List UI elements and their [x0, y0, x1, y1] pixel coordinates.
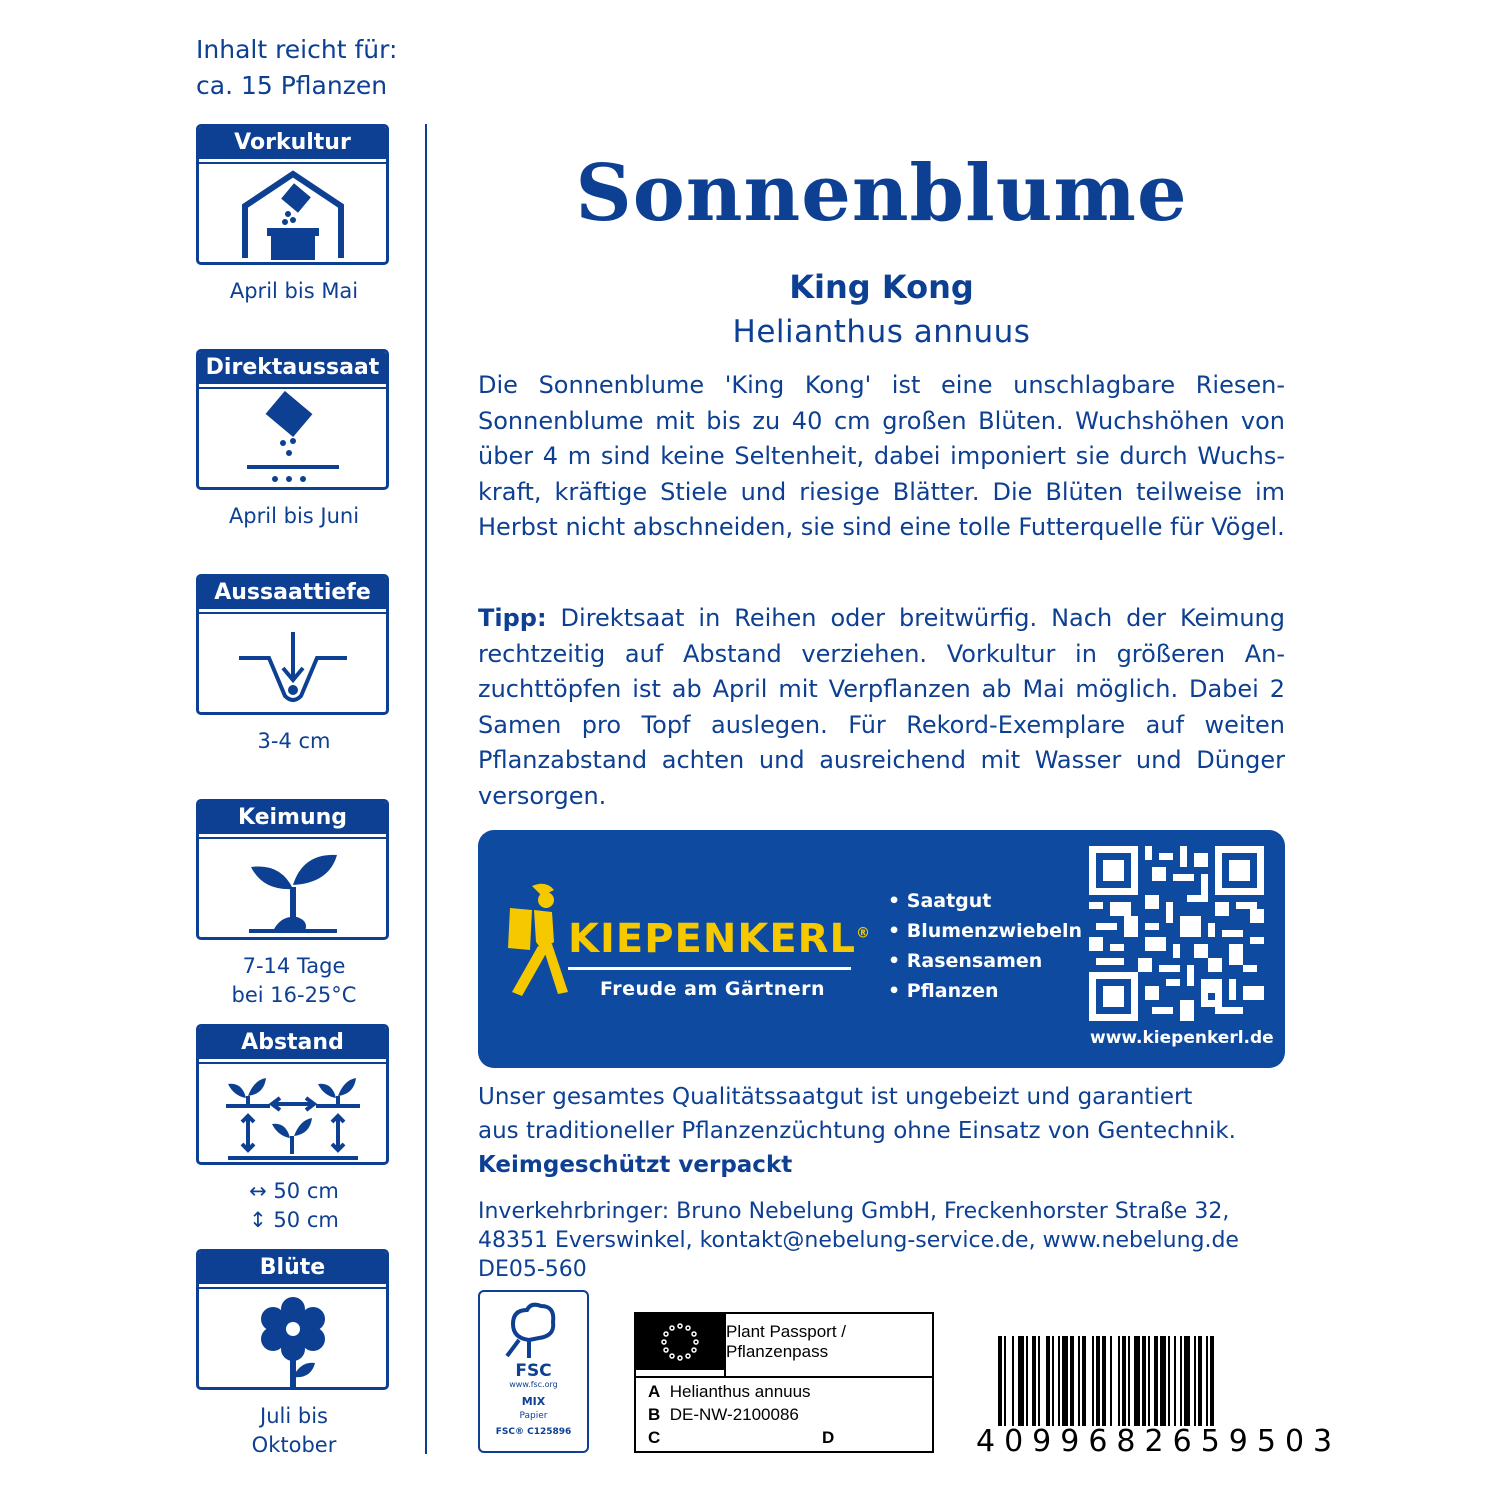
info-caption-vorkultur: [196, 277, 392, 306]
info-box-title: Blüte: [199, 1252, 386, 1284]
info-box-title: Direktaussaat: [199, 352, 386, 384]
tip-text: Direktsaat in Reihen oder breitwürfig. Nach der Keimung rechtzeitig auf Abstand verziehen. Vorkultur in größeren An-zuchttöpfen ist ab April mit Verpflanzen ab Mai möglich. Dabei 2 Samen pro Topf auslegen. Für Rekord-Exemplare auf weiten Pflanzabstand achten und ausreichend mit Wasser und Dünger versorgen.: [478, 604, 1285, 810]
barcode-bar: [1096, 1336, 1100, 1426]
plant-spacing-icon: [218, 1066, 368, 1164]
list-item: • Saatgut: [888, 890, 992, 912]
barcode-bar: [1148, 1336, 1150, 1426]
info-box-vorkultur: [196, 124, 389, 265]
barcode-bar: [1038, 1336, 1040, 1426]
brand-url-link[interactable]: www.kiepenkerl.de: [1090, 1028, 1274, 1048]
barcode-bar: [1062, 1336, 1068, 1426]
qr-code[interactable]: [1089, 846, 1264, 1021]
brand-product-list: [888, 886, 1082, 1006]
barcode-bar: [1198, 1336, 1202, 1426]
barcode-bar: [1012, 1336, 1014, 1426]
caption-line: Juli bis: [260, 1404, 328, 1428]
barcode-bar: [1210, 1336, 1214, 1426]
info-box-title: Keimung: [199, 802, 386, 834]
caption-line: 7-14 Tage: [242, 954, 346, 978]
quality-line: Unser gesamtes Qualitätssaatgut ist ungebeizt und garantiert: [478, 1084, 1193, 1110]
info-box-title: Aussaattiefe: [199, 577, 386, 609]
barcode-bar: [1174, 1336, 1176, 1426]
passport-row-b: [648, 1405, 799, 1425]
info-caption-abstand: [196, 1177, 392, 1235]
eu-flag-icon: [636, 1314, 724, 1370]
passport-row-c: [648, 1428, 660, 1448]
greenhouse-pot-icon: [233, 166, 353, 264]
brand-tagline: Freude am Gärtnern: [600, 978, 826, 1000]
passport-row-d: [822, 1428, 834, 1448]
info-box-bluete: [196, 1249, 389, 1390]
barcode-bar: [1082, 1336, 1086, 1426]
tip-label: Tipp:: [478, 604, 547, 632]
barcode-bar: [1194, 1336, 1196, 1426]
address-line: Inverkehrbringer: Bruno Nebelung GmbH, Freckenhorster Straße 32,: [478, 1199, 1230, 1224]
barcode-bar: [1078, 1336, 1080, 1426]
caption-line: ↕ 50 cm: [249, 1208, 339, 1232]
caption-line: April bis Mai: [229, 279, 359, 303]
brand-name-text: KIEPENKERL: [568, 916, 856, 962]
barcode-bar: [1168, 1336, 1170, 1426]
brand-name: [568, 916, 871, 962]
flower-icon: [233, 1291, 353, 1389]
row-label: A: [648, 1382, 661, 1401]
info-box-direktaussaat: [196, 349, 389, 490]
barcode-bar: [1102, 1336, 1106, 1426]
tip-paragraph: [478, 601, 1285, 814]
barcode-bar: [1154, 1336, 1158, 1426]
info-caption-bluete: [196, 1402, 392, 1460]
info-box-keimung: [196, 799, 389, 940]
barcode-bar: [1046, 1336, 1050, 1426]
seedling-icon: [233, 841, 353, 939]
seed-packet-sowing-icon: [233, 391, 353, 489]
barcode-bar: [1004, 1336, 1006, 1426]
barcode-bar: [1134, 1336, 1140, 1426]
row-label: D: [822, 1428, 835, 1447]
content-amount-line1: Inhalt reicht für:: [196, 35, 398, 64]
fsc-paper: Papier: [519, 1411, 548, 1421]
barcode-bar: [1122, 1336, 1126, 1426]
barcode-bar: [1018, 1336, 1024, 1426]
barcode-bar: [1142, 1336, 1146, 1426]
plant-passport: [634, 1312, 934, 1453]
product-description: Die Sonnenblume 'King Kong' ist eine unschlagbare Riesen-Sonnenblume mit bis zu 40 cm großen Blüten. Wuchshöhen von über 4 m sind keine Seltenheit, dabei imponiert sie durch Wuchs-kraft, kräftige Stiele und riesige Blätter. Die Blüten teilweise im Herbst nicht abschneiden, sie sind eine tolle Futterquelle für Vögel.: [478, 371, 1285, 541]
passport-row-a: [648, 1382, 811, 1402]
caption-line: Oktober: [251, 1433, 337, 1457]
caption-line: April bis Juni: [228, 504, 360, 528]
product-title: Sonnenblume: [575, 148, 1188, 239]
sowing-depth-icon: [233, 616, 353, 714]
fsc-mix: MIX: [521, 1395, 546, 1408]
distributor-address: [478, 1197, 1298, 1284]
barcode-bar: [998, 1336, 1002, 1426]
info-box-abstand: [196, 1024, 389, 1165]
fsc-label: [478, 1290, 589, 1453]
fsc-name: FSC: [515, 1361, 552, 1381]
quality-statement: [478, 1080, 1285, 1182]
fsc-license: FSC® C125896: [495, 1427, 572, 1437]
barcode-bar: [1180, 1336, 1182, 1426]
barcode-bar: [1058, 1336, 1060, 1426]
barcode-bar: [1026, 1336, 1028, 1426]
content-amount-line2: ca. 15 Pflanzen: [196, 71, 388, 100]
barcode-number: 4099682659503: [976, 1424, 1342, 1459]
organic-control-code: DE05-560: [478, 1257, 587, 1282]
product-latin-name: Helianthus annuus: [732, 314, 1031, 350]
barcode-bar: [1184, 1336, 1190, 1426]
barcode-bar: [1032, 1336, 1036, 1426]
list-item: • Blumenzwiebeln: [888, 920, 1083, 942]
barcode-bar: [1052, 1336, 1054, 1426]
barcode-bar: [1128, 1336, 1130, 1426]
caption-line: ↔ 50 cm: [249, 1179, 339, 1203]
content-amount: [196, 32, 397, 104]
packaging-note: Keimgeschützt verpackt: [478, 1152, 793, 1178]
barcode: [998, 1336, 1280, 1426]
row-value: DE-NW-2100086: [669, 1405, 799, 1424]
info-box-aussaattiefe: [196, 574, 389, 715]
info-caption-aussaattiefe: [196, 727, 392, 756]
info-box-title: Abstand: [199, 1027, 386, 1059]
barcode-bar: [1070, 1336, 1074, 1426]
barcode-bar: [1160, 1336, 1166, 1426]
registered-mark: ®: [855, 925, 871, 942]
caption-line: 3-4 cm: [257, 729, 331, 753]
barcode-bar: [1110, 1336, 1112, 1426]
list-item: • Rasensamen: [888, 950, 1043, 972]
info-box-title: Vorkultur: [199, 127, 386, 159]
hiker-logo-icon: [502, 880, 574, 1000]
row-label: C: [648, 1428, 661, 1447]
info-caption-keimung: [196, 952, 392, 1010]
brand-underline: [568, 967, 851, 970]
fsc-site: www.fsc.org: [509, 1380, 558, 1389]
fsc-tree-icon: [499, 1300, 569, 1362]
info-caption-direktaussaat: [196, 502, 392, 531]
product-variety: King Kong: [789, 268, 974, 306]
row-label: B: [648, 1405, 661, 1424]
list-item: • Pflanzen: [888, 980, 999, 1002]
passport-title: Plant Passport /: [726, 1322, 847, 1341]
quality-line: aus traditioneller Pflanzenzüchtung ohne Einsatz von Gentechnik.: [478, 1118, 1236, 1144]
column-divider: [425, 124, 427, 1454]
barcode-bar: [1092, 1336, 1094, 1426]
row-value: Helianthus annuus: [669, 1382, 811, 1401]
caption-line: bei 16-25°C: [231, 983, 357, 1007]
address-line: 48351 Everswinkel, kontakt@nebelung-service.de, www.nebelung.de: [478, 1228, 1239, 1253]
barcode-bar: [1118, 1336, 1120, 1426]
passport-title-de: Pflanzenpass: [726, 1342, 829, 1361]
barcode-bar: [1206, 1336, 1208, 1426]
